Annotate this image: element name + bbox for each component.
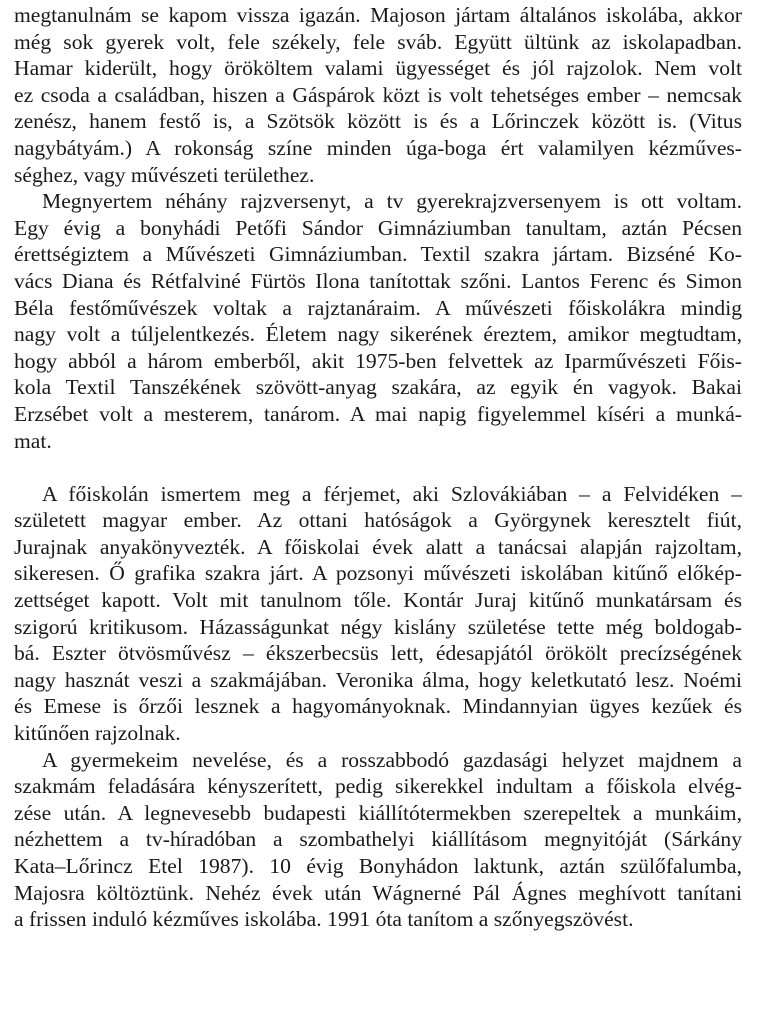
text-line: ez csoda a családban, hiszen a Gáspárok közt is volt tehetséges ember – nemcsak bbox=[14, 82, 742, 107]
text-line: szakmám feladására kényszerített, pedig sikerekkel indultam a főiskola elvég- bbox=[14, 774, 742, 799]
text-line: Egy évig a bonyhádi Petőfi Sándor Gimnáziumban tanultam, aztán Pécsen bbox=[14, 215, 742, 240]
text-line: zenész, hanem festő is, a Szötsök között is és a Lőrinczek között is. (Vitus bbox=[14, 109, 742, 134]
text-line: nézhettem a tv-híradóban a szombathelyi kiállításom megnyitóját (Sárkány bbox=[14, 827, 742, 852]
text-line: vács Diana és Rétfalviné Fürtös Ilona tanítottak szőni. Lantos Ferenc és Simon bbox=[14, 268, 742, 293]
text-line: nagybátyám.) A rokonság színe minden úga-boga ért valamilyen kézműves- bbox=[14, 135, 742, 160]
document-page bbox=[14, 2, 742, 933]
text-line: zettséget kapott. Volt mit tanulnom tőle. Kontár Juraj kitűnő munkatársam és bbox=[14, 588, 742, 613]
text-line: Jurajnak anyakönyvezték. A főiskolai évek alatt a tanácsai alapján rajzoltam, bbox=[14, 534, 742, 559]
text-line: szigorú kritikusom. Házasságunkat négy kislány születése tette még boldogab- bbox=[14, 614, 742, 639]
paragraph bbox=[14, 481, 742, 747]
text-line: nagy hasznát veszi a szakmájában. Veronika álma, hogy keletkutató lesz. Noémi bbox=[14, 667, 742, 692]
text-line: A gyermekeim nevelése, és a rosszabbodó gazdasági helyzet majdnem a bbox=[42, 747, 742, 772]
text-line: még sok gyerek volt, fele székely, fele sváb. Együtt ültünk az iskolapadban. bbox=[14, 29, 742, 54]
text-line: érettségiztem a Művészeti Gimnáziumban. Textil szakra jártam. Bizséné Ko- bbox=[14, 242, 742, 267]
text-line: séghez, vagy művészeti területhez. bbox=[14, 162, 315, 187]
text-line: hogy abból a három emberből, akit 1975-ben felvettek az Iparművészeti Főis- bbox=[14, 348, 742, 373]
text-line: A főiskolán ismertem meg a férjemet, aki Szlovákiában – a Felvidéken – bbox=[42, 481, 742, 506]
text-line: bá. Eszter ötvösművész – ékszerbecsüs lett, édesapjától örökölt precízségének bbox=[14, 641, 742, 666]
text-line: Kata–Lőrincz Etel 1987). 10 évig Bonyhádon laktunk, aztán szülőfalumba, bbox=[14, 854, 742, 878]
text-line: mat. bbox=[14, 428, 52, 453]
text-line: Megnyertem néhány rajzversenyt, a tv gyerekrajzversenyem is ott voltam. bbox=[42, 189, 742, 214]
paragraph bbox=[14, 188, 742, 481]
text-line: sikeresen. Ő grafika szakra járt. A pozsonyi művészeti iskolában kitűnő előkép- bbox=[14, 561, 742, 586]
text-line: a frissen induló kézműves iskolába. 1991 óta tanítom a szőnyegszövést. bbox=[14, 907, 634, 932]
text-line: Majosra költöztünk. Nehéz évek után Wágnerné Pál Ágnes meghívott tanítani bbox=[14, 880, 742, 905]
text-line: Béla festőművészek voltak a rajztanáraim. A művészeti főiskolákra mindig bbox=[14, 295, 742, 320]
text-line: zése után. A legnevesebb budapesti kiállítótermekben szerepeltek a munkáim, bbox=[14, 800, 742, 825]
paragraph bbox=[14, 747, 742, 933]
text-line: megtanulnám se kapom vissza igazán. Majoson jártam általános iskolába, akkor bbox=[14, 3, 742, 27]
text-line bbox=[14, 454, 742, 481]
text-line: nagy volt a túljelentkezés. Életem nagy sikerének éreztem, amikor megtudtam, bbox=[14, 322, 742, 347]
text-line: és Emese is őrzői lesznek a hagyományoknak. Mindannyian ügyes kezűek és bbox=[14, 694, 742, 719]
text-line: Hamar kiderült, hogy örököltem valami ügyességet és jól rajzolok. Nem volt bbox=[14, 56, 742, 81]
text-line: kola Textil Tanszékének szövött-anyag szakára, az egyik én vagyok. Bakai bbox=[14, 375, 742, 400]
text-line: született magyar ember. Az ottani hatóságok a Györgynek keresztelt fiút, bbox=[14, 508, 742, 533]
text-line: kitűnően rajzolnak. bbox=[14, 721, 181, 746]
paragraph bbox=[14, 2, 742, 188]
text-line: Erzsébet volt a mesterem, tanárom. A mai napig figyelemmel kíséri a munká- bbox=[14, 401, 742, 426]
